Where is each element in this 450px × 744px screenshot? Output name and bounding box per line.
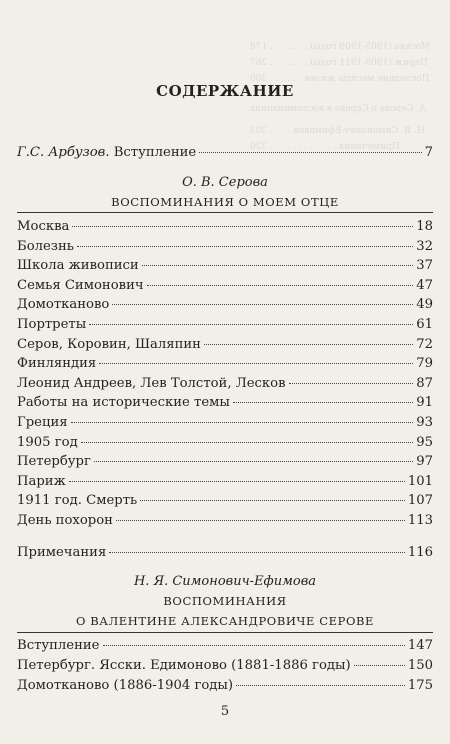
entry-title: Работы на исторические темы [17,395,230,411]
entry-title: Домотканово (1886-1904 годы) [17,677,234,693]
entry-page: 97 [416,454,433,470]
toc-entry[interactable] [17,217,433,237]
entry-title: Греция [17,415,68,430]
leader-dots [142,265,414,266]
entry-page: 49 [416,297,433,313]
entry-page: 95 [416,434,433,450]
entry-title: Болезнь [17,238,74,254]
notes-page: 116 [407,545,433,560]
entry-page: 107 [407,493,433,509]
section2-heading-1: ВОСПОМИНАНИЯ [163,594,287,608]
section1-heading: ВОСПОМИНАНИЯ О МОЕМ ОТЦЕ [111,195,339,209]
leader-dots [204,344,413,345]
entry-page: 72 [416,336,433,352]
entry-title: Портреты [17,317,87,332]
entry-title: Семья Симонович [17,277,144,293]
page-title: СОДЕРЖАНИЕ [156,82,294,100]
page-number: 5 [220,704,230,719]
entry-title: День похорон [17,513,113,528]
section1-rule [17,212,433,213]
entry-title: Париж [17,473,66,489]
leader-dots [354,665,405,666]
toc-entry[interactable] [17,237,433,257]
entry-title: Москва [17,219,70,234]
leader-dots [94,461,413,462]
toc-page [17,0,433,744]
toc-entry[interactable] [17,433,433,453]
leader-dots [69,481,405,482]
toc-entry[interactable] [17,276,433,296]
toc-entry-notes[interactable] [17,543,433,563]
toc-entry[interactable] [17,452,433,472]
entry-title: Школа живописи [17,258,139,274]
toc-entry[interactable] [17,676,433,696]
section2-rule [17,632,433,633]
leader-dots [233,402,413,403]
toc-entry[interactable] [17,393,433,413]
entry-title: Петербург. Ясски. Едимоново (1881-1886 годы) [17,657,351,673]
toc-entry[interactable] [17,413,433,433]
leader-dots [89,324,413,325]
entry-title: Петербург [17,454,91,470]
entry-title: Домотканово [17,297,110,313]
toc-entry[interactable] [17,374,433,394]
entry-page: 175 [407,677,433,693]
entry-page: 150 [407,657,433,673]
entry-page: 79 [416,356,433,372]
notes-title: Примечания [17,545,107,560]
toc-entry[interactable] [17,636,433,656]
section2-heading-2: О ВАЛЕНТИНЕ АЛЕКСАНДРОВИЧЕ СЕРОВЕ [75,614,375,628]
entry-page: 93 [416,415,433,430]
leader-dots [236,685,405,686]
toc-entry[interactable] [17,472,433,492]
entry-page: 91 [416,395,433,411]
toc-entry[interactable] [17,491,433,511]
entry-title: Серов, Коровин, Шаляпин [17,336,201,352]
leader-dots [289,383,414,384]
leader-dots [77,246,413,247]
toc-entry[interactable] [17,335,433,355]
entry-title: 1905 год [17,434,78,450]
entry-page: 61 [416,317,433,332]
entry-page: 37 [416,258,433,274]
entry-page: 18 [416,219,433,234]
intro-title: Вступление [113,145,197,160]
leader-dots [99,363,413,364]
entry-page: 113 [407,513,433,528]
entry-page: 32 [416,238,433,254]
toc-entry[interactable] [17,511,433,531]
leader-dots [103,645,405,646]
leader-dots [140,500,405,501]
leader-dots [112,304,413,305]
entry-title: 1911 год. Смерть [17,493,138,509]
toc-entry-intro[interactable]: Г.С. Арбузов. Вступление 7 [17,143,433,163]
toc-entry[interactable] [17,354,433,374]
intro-author: Г.С. Арбузов [17,145,106,160]
entry-page: 87 [416,375,433,391]
entry-title: Леонид Андреев, Лев Толстой, Лесков [17,375,286,391]
leader-dots [71,422,414,423]
intro-page: 7 [424,145,433,160]
leader-dots [72,226,413,227]
leader-dots [116,520,405,521]
toc-entry[interactable] [17,295,433,315]
leader-dots [109,552,405,553]
toc-entry[interactable] [17,656,433,676]
leader-dots [81,442,413,443]
section2-author: Н. Я. Симонович-Ефимова [133,574,317,589]
leader-dots [147,285,414,286]
entry-page: 101 [407,473,433,489]
entry-page: 147 [407,638,433,653]
toc-entry[interactable] [17,315,433,335]
toc-entry[interactable] [17,256,433,276]
entry-title: Вступление [17,638,100,653]
entry-title: Финляндия [17,356,97,372]
section1-author: О. В. Серова [182,175,268,190]
leader-dots [199,152,421,153]
entry-page: 47 [416,277,433,293]
